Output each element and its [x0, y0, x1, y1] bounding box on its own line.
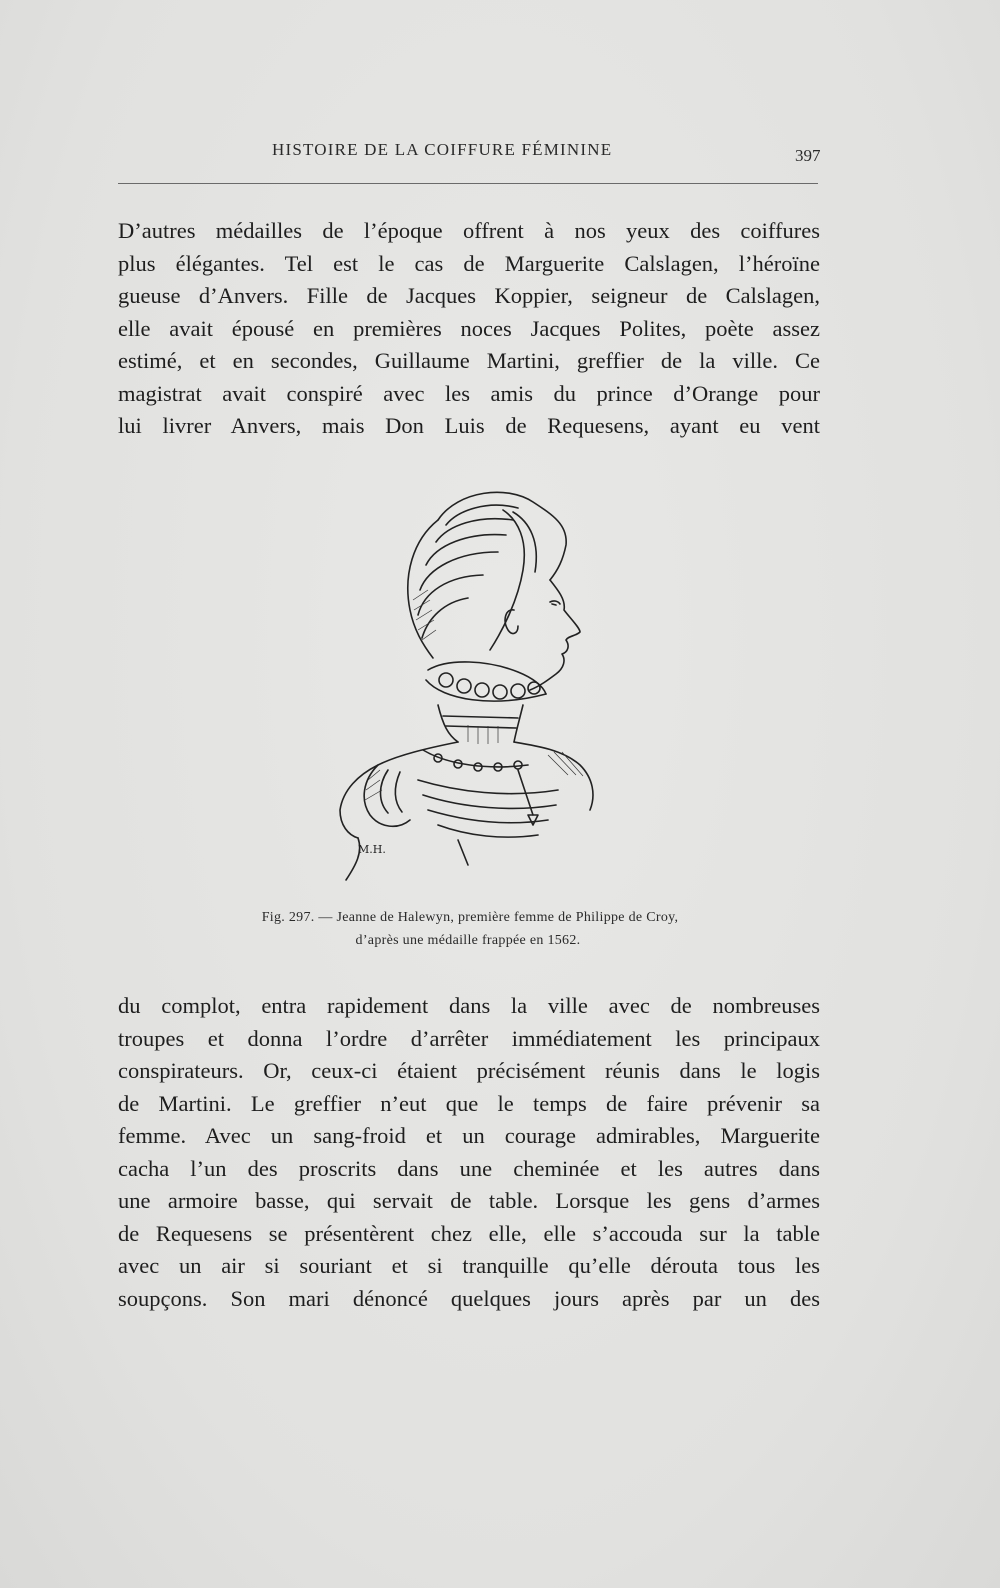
text-line: elle avait épousé en premières noces Jacques Polites, poète assez: [118, 315, 820, 341]
portrait-engraving-drawing: [318, 480, 618, 895]
text-line: magistrat avait conspiré avec les amis du prince d’Orange pour: [118, 380, 820, 406]
header-rule: [118, 183, 818, 184]
text-line: plus élégantes. Tel est le cas de Marguerite Calslagen, l’héroïne: [118, 250, 820, 276]
paragraph-top: [118, 215, 820, 443]
text-line: D’autres médailles de l’époque offrent à nos yeux des coiffures: [118, 218, 820, 243]
text-line: soupçons. Son mari dénoncé quelques jours après par un des: [118, 1285, 820, 1311]
text-line: femme. Avec un sang-froid et un courage admirables, Marguerite: [118, 1123, 820, 1148]
artist-signature: M.H.: [358, 843, 386, 856]
text-line: gueuse d’Anvers. Fille de Jacques Koppier, seigneur de Calslagen,: [118, 283, 820, 308]
figure-caption-line-1: Fig. 297. — Jeanne de Halewyn, première femme de Philippe de Croy,: [261, 910, 679, 925]
text-line: estimé, et en secondes, Guillaume Martini, greffier de la ville. Ce: [118, 348, 820, 373]
text-line: une armoire basse, qui servait de table. Lorsque les gens d’armes: [118, 1188, 820, 1213]
text-line: cacha l’un des proscrits dans une cheminée et les autres dans: [118, 1155, 820, 1181]
running-title: HISTOIRE DE LA COIFFURE FÉMININE: [272, 140, 613, 159]
page-number: 397: [795, 146, 821, 165]
text-line: avec un air si souriant et si tranquille qu’elle dérouta tous les: [118, 1253, 820, 1278]
text-line: lui livrer Anvers, mais Don Luis de Requesens, ayant eu vent: [118, 413, 820, 438]
text-line: du complot, entra rapidement dans la ville avec de nombreuses: [118, 993, 820, 1018]
text-line: conspirateurs. Or, ceux-ci étaient précisément réunis dans le logis: [118, 1058, 820, 1083]
figure-caption-line-2: d’après une médaille frappée en 1562.: [355, 933, 581, 948]
text-line: de Requesens se présentèrent chez elle, elle s’accouda sur la table: [118, 1220, 820, 1246]
text-line: troupes et donna l’ordre d’arrêter immédiatement les principaux: [118, 1025, 820, 1051]
portrait-illustration: [318, 480, 618, 895]
text-line: de Martini. Le greffier n’eut que le temps de faire prévenir sa: [118, 1090, 820, 1116]
paragraph-bottom: [118, 990, 820, 1315]
